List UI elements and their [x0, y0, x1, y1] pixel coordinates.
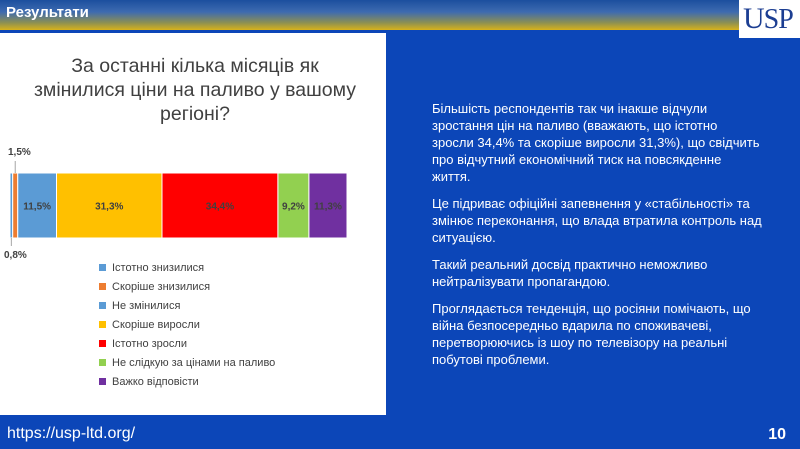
legend-swatch — [99, 264, 106, 271]
legend-label: Важко відповісти — [112, 376, 199, 388]
analysis-paragraph-1: Більшість респондентів так чи інакше відчули зростання цін на паливо (вважають, що істотно зросли 34,4% та скоріше виросли 31,3%), що свідчить про відчутний економічний тиск на повсякденне життя. — [432, 101, 760, 184]
legend-swatch — [99, 302, 106, 309]
chart-title: За останні кілька місяців як змінилися ціни на паливо у вашому регіоні? — [33, 55, 357, 125]
analysis-text — [432, 100, 762, 378]
data-label: 0,8% — [4, 250, 27, 261]
header-bar — [0, 0, 800, 30]
footer-link[interactable]: https://usp-ltd.org/ — [7, 425, 136, 442]
usp-logo — [739, 0, 800, 38]
legend-label: Не слідкую за цінами на паливо — [112, 357, 276, 369]
analysis-paragraph-3: Такий реальний досвід практично неможливо нейтралізувати пропагандою. — [432, 257, 708, 289]
data-label: 9,2% — [282, 201, 305, 213]
bar-segment — [13, 173, 18, 238]
data-label: 11,3% — [314, 201, 342, 213]
page-number: 10 — [768, 426, 786, 443]
legend-label: Істотно знизилися — [112, 262, 205, 274]
data-label: 1,5% — [8, 147, 31, 158]
legend-swatch — [99, 321, 106, 328]
data-label: 11,5% — [23, 201, 52, 213]
legend-label: Скоріше виросли — [112, 319, 200, 331]
chart-svg — [0, 33, 386, 415]
legend-swatch — [99, 359, 106, 366]
legend-swatch — [99, 340, 106, 347]
data-label: 31,3% — [95, 201, 124, 213]
page-title: Результати — [6, 4, 89, 21]
logo-text: USP — [743, 2, 793, 35]
legend-label: Істотно зросли — [112, 338, 187, 350]
legend-label: Не змінилися — [112, 300, 181, 312]
legend-swatch — [99, 378, 106, 385]
legend-label: Скоріше знизилися — [112, 281, 211, 293]
legend-swatch — [99, 283, 106, 290]
data-label: 34,4% — [205, 201, 235, 213]
analysis-paragraph-4: Проглядається тенденція, що росіяни помічають, що війна безпосередньо вдарила по споживачеві, перетворюючись із шоу по телевізору на реальні побутові проблеми. — [432, 301, 751, 367]
analysis-paragraph-2: Це підриває офіційні запевнення у «стабільності» та змінює переконання, що влада втратила контроль над ситуацією. — [432, 196, 762, 245]
